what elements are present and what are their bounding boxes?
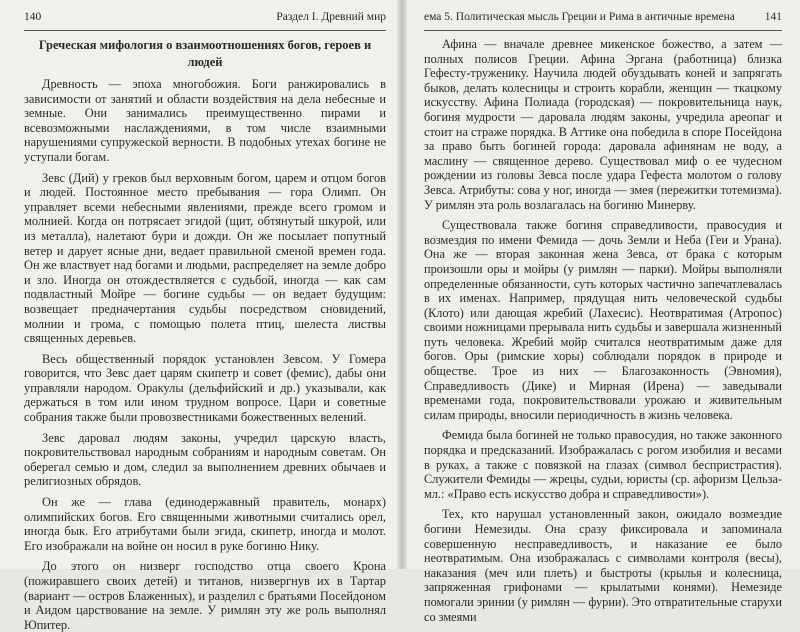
paragraph: Зевс даровал людям законы, учредил царскую власть, покровительствовал народным собраниям и народным советам. Он оберегал семью и дом, следил за выполнением древних обычаев и религиозных обрядов. [24,430,386,489]
running-header [424,6,782,31]
paragraph: Тех, кто нарушал установленный закон, ожидало возмездие богини Немезиды. Она сразу фиксировала и запоминала совершенную несправедливость, и наказание ее было неотвратимым. Она изображалась с символами контроля (весы), наказания (меч или плеть) и быстроты (крылья и колесница, запряженная грифонами — крылатыми конями). Немезиде помогали эринии (у римлян — фурии). Это отвратительные старухи со змеями [424,507,782,624]
page-number: 141 [764,11,782,23]
right-page [400,0,800,624]
page-number: 140 [24,11,42,23]
running-header [24,6,386,31]
paragraph: Весь общественный порядок установлен Зевсом. У Гомера говорится, что Зевс дает царям скипетр и совет (фемис), дабы они управляли народом. Оракулы (дельфийский и др.) указывали, как держаться в том или ином трудном вопросе. Цари и советные собрания также были провозвестниками божественных велений. [24,351,386,425]
paragraph: Афина — вначале древнее микенское божество, а затем — полных полисов Греции. Афина Эргана (работница) близка Гефесту-труженику. Научила людей обуздывать коней и запрягать быков, делать колесницы и строить корабли, женщин — ткацкому искусству. Афина Полиада (городская) — покровительница наук, богиня мудрости — даровала людям законы, учредила ареопаг и стоит на страже порядка. В Аттике она победила в споре Посейдона за право быть богиней города: даровала афинянам не воду, а маслину — священное дерево. Существовал миф о ее чудесном рождении из головы Зевса после удара Гефеста молотом о голову Зевса. Атрибуты: сова у ног, иногда — змея (пережитки тотемизма). У римлян эта роль возлагалась на богиню Минерву. [424,37,782,212]
running-head-text: ема 5. Политическая мысль Греции и Рима в античные времена [424,11,735,23]
paragraph: До этого он низверг господство отца своего Крона (пожиравшего своих детей) и титанов, низвергнув их в Тартар (вариант — остров Блаженных), и разделил с братьями Посейдоном и Аидом царствование на земле. У римлян эту же роль выполнял Юпитер. [24,559,386,632]
paragraph: Древность — эпоха многобожия. Боги ранжировались в зависимости от занятий и области воздействия на дела небесные и земные. Они занимались преимущественно пирами и всевозможными наслаждениями, в том числе взаимными нарушениями супружеской верности. В подобных утехах богине не уступали богам. [24,77,386,164]
paragraph: Он же — глава (единодержавный правитель, монарх) олимпийских богов. Его священными животными считались орел, иногда бык. Его атрибутами были эгида, скипетр, иногда и молот. Его изображали на войне он носил в руке богиню Нику. [24,495,386,553]
section-title: Греческая мифология о взаимоотношениях богов, героев и людей [38,38,372,69]
page-gutter [397,0,407,569]
running-head-text: Раздел I. Древний мир [276,11,386,23]
paragraph: Существовала также богиня справедливости, правосудия и возмездия по имени Фемида — дочь Земли и Неба (Геи и Урана). Она же — вторая законная жена Зевса, от брака с которым произошли оры и мойры (у римлян — парки). Мойры выполняли определенные обязанности, суть которых частично запечатлевалась в их именах. Например, прядущая нить человеческой судьбы (Клото) или дающая жребий (Лахесис). Неотвратимая (Атропос) своими ножницами прерывала нить судьбы и завершала жизненный путь человека. Жребий мойр считался неотвратимым даже для богов. Оры (римские хоры) соблюдали порядок в природе и обществе. Трое из них — Благозаконность (Эвномия), Справедливость (Дике) и Мирная (Ирена) — заведывали временами года, покровительствовали урожаю и живительным силам природы, вносили периодичность в жизнь человека. [424,218,782,422]
paragraph: Фемида была богиней не только правосудия, но также законного порядка и предсказаний. Изображалась с рогом изобилия и весами в руках, а также с повязкой на глазах (символ беспристрастия). Служители Фемиды — жрецы, судьи, юристы (ср. афоризм Цельза-мл.: «Право есть искусство добра и справедливости»). [424,428,782,501]
paragraph: Зевс (Дий) у греков был верховным богом, царем и отцом богов и людей. Постоянное место пребывания — гора Олимп. Он управляет всеми небесными явлениями, прежде всего громом и молнией. Когда он потрясает эгидой (щит, обтянутый шкурой, или из металла), налетают бури и дожди. Он же посылает попутный ветер и дарует ясные дни, ведает правильной сменой времен года. Он же властвует над богами и людьми, распределяет на земле добро и зло. Иногда он отождествляется с судьбой, иногда — как сам подвластный Мойре — богине судьбы — он ведает будущим: возвещает предначертания судьбы посредством сновидений, молнии и грома, с помощью полета птиц, шелеста листвы священных деревьев. [24,170,386,346]
